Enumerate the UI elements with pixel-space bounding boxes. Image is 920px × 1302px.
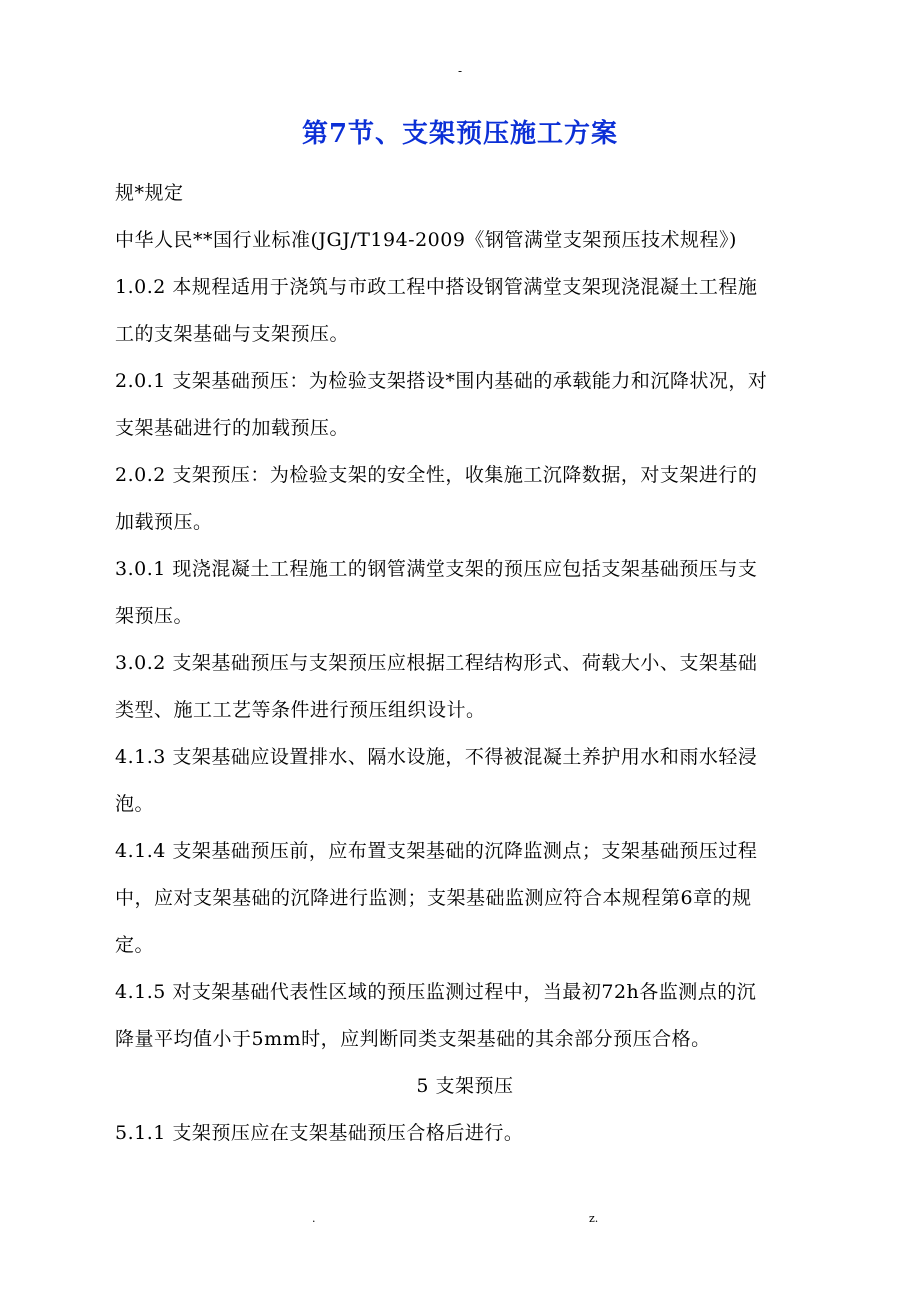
paragraph-line: 1.0.2 本规程适用于浇筑与市政工程中搭设钢管满堂支架现浇混凝土工程施: [115, 276, 758, 298]
paragraph-line: 支架基础进行的加载预压。: [115, 417, 350, 439]
paragraph-line: 工的支架基础与支架预压。: [115, 323, 350, 345]
paragraph-line: 中，应对支架基础的沉降进行监测；支架基础监测应符合本规程第6章的规: [115, 887, 752, 909]
footer-right-mark: z.: [589, 1212, 599, 1225]
paragraph-line: 5.1.1 支架预压应在支架基础预压合格后进行。: [115, 1122, 524, 1144]
footer-left-mark: .: [312, 1212, 316, 1225]
document-body: [115, 170, 815, 1157]
paragraph-line: 架预压。: [115, 605, 194, 627]
paragraph-line: 2.0.2 支架预压：为检验支架的安全性，收集施工沉降数据，对支架进行的: [115, 464, 758, 486]
paragraph-line: 定。: [115, 934, 155, 956]
page-title: 第7节、支架预压施工方案: [301, 119, 619, 149]
paragraph-line: 规*规定: [115, 182, 184, 204]
paragraph-line: 4.1.4 支架基础预压前，应布置支架基础的沉降监测点；支架基础预压过程: [115, 840, 758, 862]
paragraph-line: 2.0.1 支架基础预压：为检验支架搭设*围内基础的承载能力和沉降状况，对: [115, 370, 768, 392]
paragraph-line: 4.1.3 支架基础应设置排水、隔水设施，不得被混凝土养护用水和雨水轻浸: [115, 746, 758, 768]
paragraph-line: 中华人民**国行业标准(JGJ/T194-2009《钢管满堂支架预压技术规程》): [115, 229, 737, 251]
paragraph-line: 加载预压。: [115, 511, 213, 533]
header-mark: -: [457, 64, 463, 78]
paragraph-line: 泡。: [115, 793, 155, 815]
paragraph-line: 3.0.2 支架基础预压与支架预压应根据工程结构形式、荷载大小、支架基础: [115, 652, 758, 674]
paragraph-line: 类型、施工工艺等条件进行预压组织设计。: [115, 699, 486, 721]
paragraph-line: 降量平均值小于5mm时，应判断同类支架基础的其余部分预压合格。: [115, 1028, 711, 1050]
paragraph-line: 4.1.5 对支架基础代表性区域的预压监测过程中，当最初72h各监测点的沉: [115, 981, 757, 1003]
paragraph-line: 3.0.1 现浇混凝土工程施工的钢管满堂支架的预压应包括支架基础预压与支: [115, 558, 758, 580]
section-heading: 5 支架预压: [416, 1075, 514, 1097]
